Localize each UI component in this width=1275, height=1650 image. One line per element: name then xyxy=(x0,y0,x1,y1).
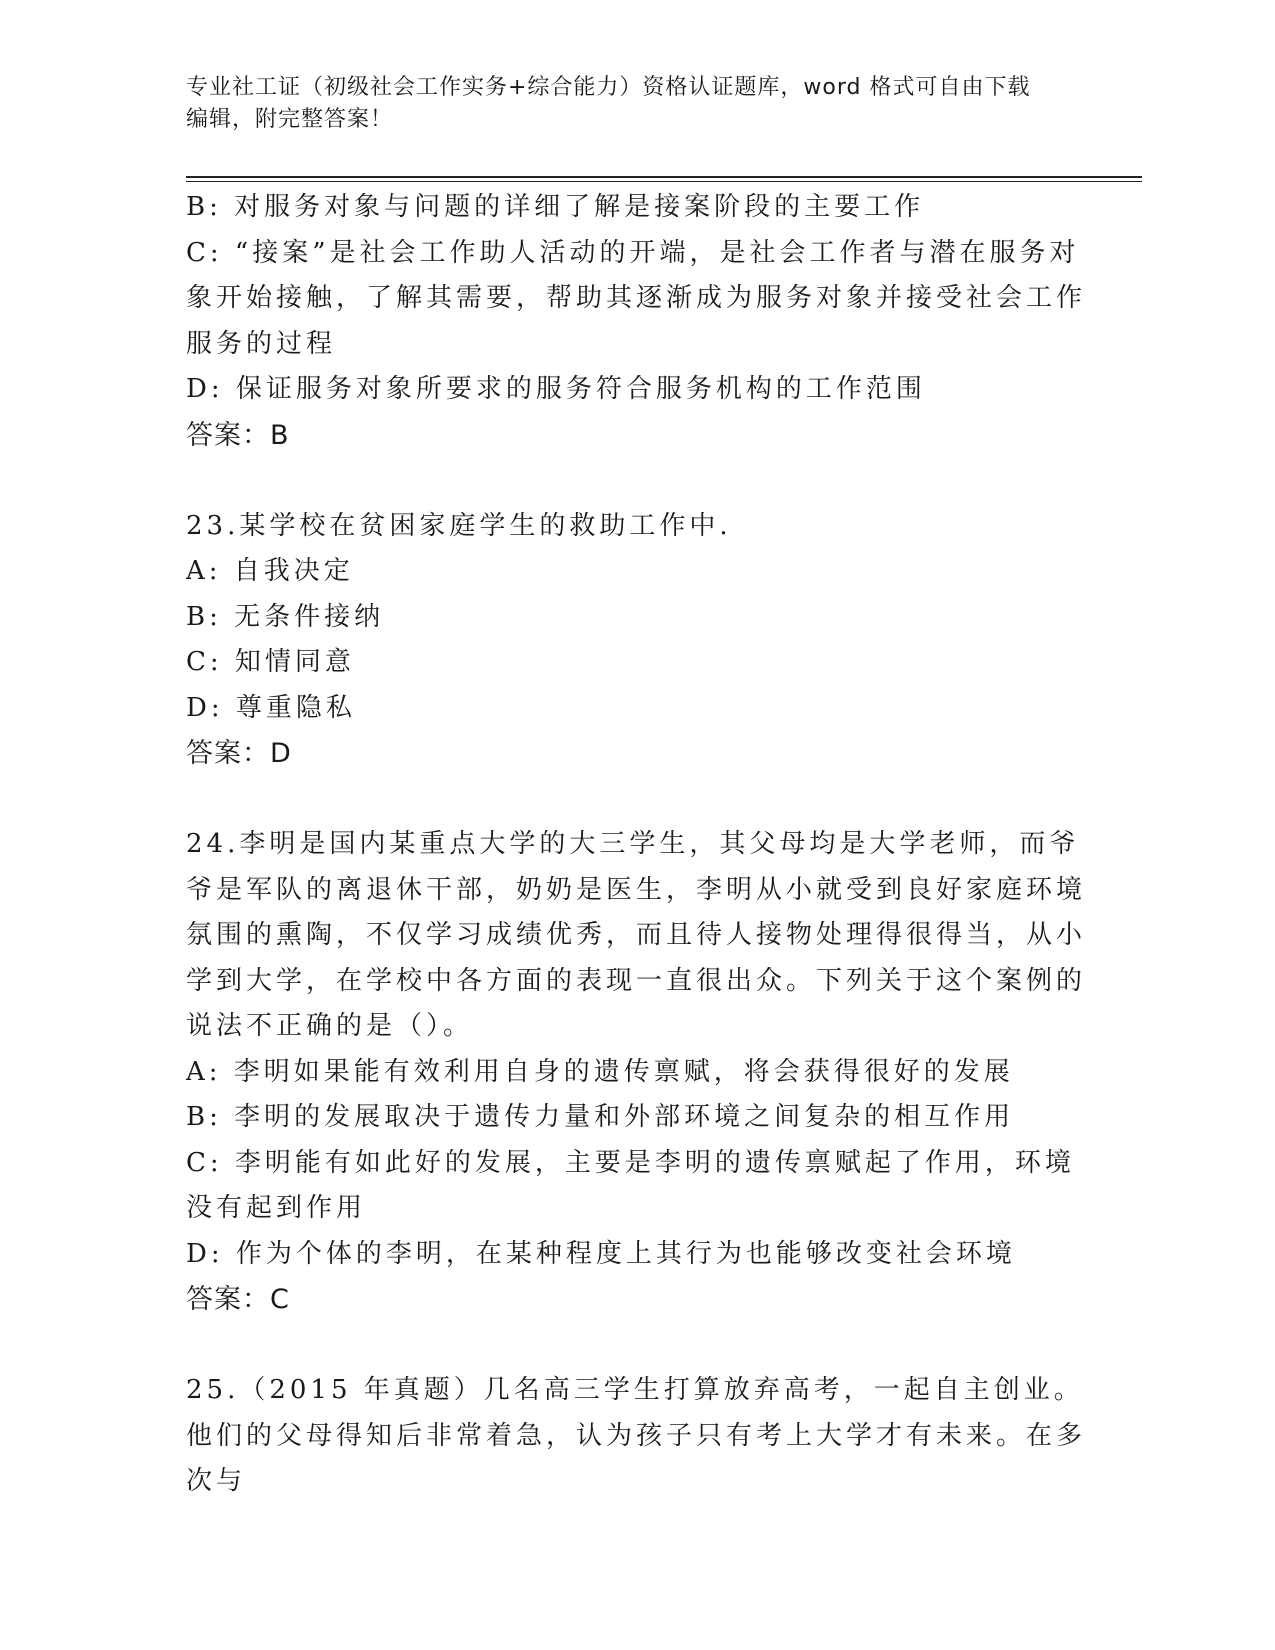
header-divider xyxy=(186,176,1142,178)
q22-answer: 答案：B xyxy=(186,419,290,451)
question-22-block xyxy=(186,185,1086,458)
spacer xyxy=(186,458,1086,504)
q24-option-b: B: 李明的发展取决于遗传力量和外部环境之间复杂的相互作用 xyxy=(186,1102,1015,1132)
q24-stem: 24.李明是国内某重点大学的大三学生，其父母均是大学老师，而爷爷是军队的离退休干部，奶奶是医生，李明从小就受到良好家庭环境氛围的熏陶，不仅学习成绩优秀，而且待人接物处理得很得当，从小学到大学，在学校中各方面的表现一直很出众。下列关于这个案例的说法不正确的是（）。 xyxy=(186,829,1087,1041)
q22-option-d: D: 保证服务对象所要求的服务符合服务机构的工作范围 xyxy=(186,374,926,404)
question-23-block xyxy=(186,504,1086,777)
q23-answer: 答案：D xyxy=(186,738,292,769)
q25-stem: 25.（2015 年真题）几名高三学生打算放弃高考，一起自主创业。他们的父母得知后非常着急，认为孩子只有考上大学才有未来。在多次与 xyxy=(186,1375,1087,1496)
header-line-1: 专业社工证（初级社会工作实务+综合能力）资格认证题库，word 格式可自由下载 xyxy=(186,75,1031,100)
q23-option-a: A: 自我决定 xyxy=(186,556,354,586)
q23-stem: 23.某学校在贫困家庭学生的救助工作中. xyxy=(186,510,732,541)
spacer xyxy=(186,1323,1086,1369)
q22-option-b: B: 对服务对象与问题的详细了解是接案阶段的主要工作 xyxy=(186,192,925,222)
q24-option-a: A: 李明如果能有效利用自身的遗传禀赋，将会获得很好的发展 xyxy=(186,1056,1014,1087)
q22-option-c: C: “接案”是社会工作助人活动的开端，是社会工作者与潜在服务对象开始接触，了解其需要，帮助其逐渐成为服务对象并接受社会工作服务的过程 xyxy=(186,237,1087,359)
q24-option-d: D: 作为个体的李明，在某种程度上其行为也能够改变社会环境 xyxy=(186,1238,1016,1269)
q24-option-c: C: 李明能有如此好的发展，主要是李明的遗传禀赋起了作用，环境没有起到作用 xyxy=(186,1147,1075,1223)
q24-answer: 答案：C xyxy=(186,1284,290,1315)
question-25-block xyxy=(186,1368,1086,1505)
question-content xyxy=(186,185,1086,1505)
question-24-block xyxy=(186,822,1086,1323)
q23-option-b: B: 无条件接纳 xyxy=(186,601,385,632)
header-line-2: 编辑，附完整答案！ xyxy=(186,107,394,132)
document-header xyxy=(186,72,1086,136)
q23-option-d: D: 尊重隐私 xyxy=(186,692,356,723)
spacer xyxy=(186,777,1086,823)
q23-option-c: C: 知情同意 xyxy=(186,647,355,677)
header-divider-thin xyxy=(186,181,1142,182)
